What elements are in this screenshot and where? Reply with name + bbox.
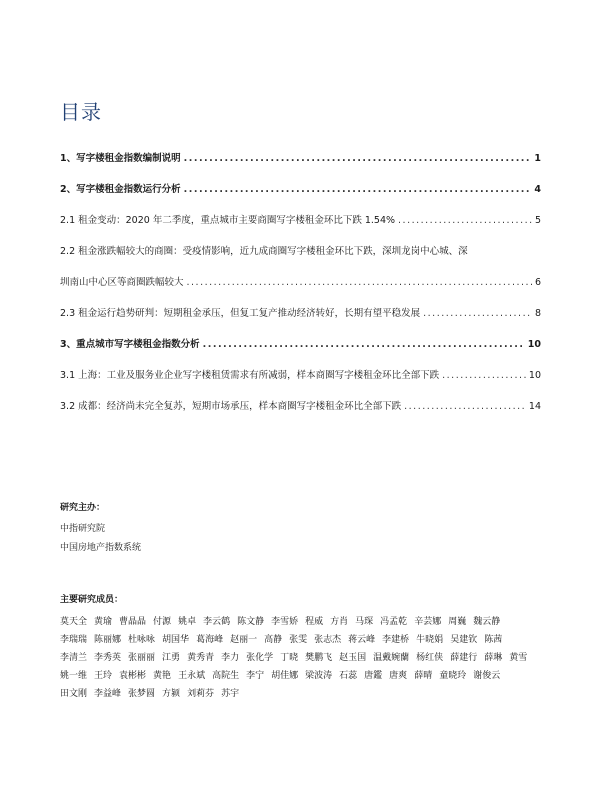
- member-name: 张化学: [246, 653, 274, 663]
- member-name: 李云鹤: [203, 617, 231, 627]
- member-name: 黄艳: [153, 671, 172, 681]
- toc-entry-2-1[interactable]: [60, 214, 541, 228]
- member-name: 姚卓: [178, 617, 197, 627]
- member-name: 周巍: [448, 617, 467, 627]
- toc-leader-dots: [203, 338, 525, 352]
- toc-page-number: 8: [534, 308, 541, 319]
- toc-entry-3[interactable]: [60, 338, 541, 352]
- member-name: 唐爽: [389, 671, 408, 681]
- research-host-item: 中国房地产指数系统: [60, 543, 142, 553]
- research-members-list: [60, 613, 541, 703]
- toc-entry-text: 2.3 租金运行趋势研判：短期租金承压，但复工复产推动经济转好，长期有望平稳发展: [60, 308, 421, 319]
- member-name: 李雪娇: [271, 617, 299, 627]
- member-name: 袁彬彬: [119, 671, 147, 681]
- toc-leader-dots: [404, 400, 526, 414]
- member-name: 王永斌: [178, 671, 206, 681]
- member-name: 黄瑜: [94, 617, 113, 627]
- member-name: 蒋云峰: [348, 635, 376, 645]
- member-name: 陈文静: [237, 617, 265, 627]
- member-name: 程威: [305, 617, 324, 627]
- member-name: 樊鹏飞: [305, 653, 333, 663]
- member-name: 陈丽娜: [94, 635, 122, 645]
- research-members-block: [60, 592, 541, 703]
- member-name: 莫天全: [60, 617, 88, 627]
- member-name: 姚一维: [60, 671, 88, 681]
- member-name: 张梦圆: [128, 689, 156, 699]
- toc-page-number: 10: [528, 370, 541, 381]
- toc-entry-text: 3、重点城市写字楼租金指数分析: [60, 339, 200, 350]
- toc-entry-text: 3.2 成都：经济尚未完全复苏，短期市场承压，样本商圈写字楼租金环比全部下跌: [60, 401, 402, 412]
- member-name: 温戴婉蘭: [373, 653, 410, 663]
- toc-page-number: 10: [527, 339, 541, 350]
- member-name: 赵玉国: [339, 653, 367, 663]
- toc-entry-text-line1: 2.2 租金涨跌幅较大的商圈：受疫情影响，近九成商圈写字楼租金环比下跌，深圳龙岗中心城、深: [60, 246, 468, 257]
- member-name: 付源: [153, 617, 172, 627]
- toc-entry-2[interactable]: [60, 183, 541, 197]
- member-name: 葛海峰: [196, 635, 224, 645]
- member-name: 黄秀青: [187, 653, 215, 663]
- member-name: 魏云静: [473, 617, 501, 627]
- member-name: 陈茜: [484, 635, 503, 645]
- toc-entry-2-3[interactable]: [60, 307, 541, 321]
- toc-entry-1[interactable]: [60, 152, 541, 166]
- toc-entry-text: 1、写字楼租金指数编制说明: [60, 153, 181, 164]
- member-name: 李宁: [246, 671, 265, 681]
- member-name: 李瑞瑞: [60, 635, 88, 645]
- research-host-heading: 研究主办：: [60, 503, 106, 513]
- member-name: 李清兰: [60, 653, 88, 663]
- member-name: 谢俊云: [473, 671, 501, 681]
- toc-leader-dots: [184, 152, 532, 166]
- member-name: 薛建行: [450, 653, 478, 663]
- member-name: 刘莉芬: [187, 689, 215, 699]
- member-name: 李益峰: [94, 689, 122, 699]
- member-name: 赵丽一: [230, 635, 258, 645]
- member-name: 冯孟乾: [380, 617, 408, 627]
- toc-entry-2-2[interactable]: [60, 245, 541, 290]
- member-name: 胡佳娜: [271, 671, 299, 681]
- toc-page-number: 1: [534, 153, 541, 164]
- toc-leader-dots: [423, 307, 532, 321]
- member-name: 丁晓: [280, 653, 299, 663]
- member-name: 马琛: [355, 617, 374, 627]
- member-name: 田文刚: [60, 689, 88, 699]
- toc-page-number: 5: [534, 215, 541, 226]
- page-title: 目录: [60, 100, 102, 124]
- research-host-block: [60, 500, 541, 559]
- member-name: 牛晓娟: [416, 635, 444, 645]
- toc-entry-text: 2、写字楼租金指数运行分析: [60, 184, 181, 195]
- member-name: 方颍: [162, 689, 181, 699]
- member-name: 李建桥: [382, 635, 410, 645]
- research-host-item: 中指研究院: [60, 524, 106, 534]
- member-name: 李力: [221, 653, 240, 663]
- toc-entry-text: 2.1 租金变动：2020 年二季度，重点城市主要商圈写字楼租金环比下跌 1.54%: [60, 215, 396, 226]
- research-members-heading: 主要研究成员：: [60, 595, 124, 605]
- member-name: 方肖: [330, 617, 349, 627]
- member-name: 吴建钦: [450, 635, 478, 645]
- member-name: 张雯: [289, 635, 308, 645]
- member-name: 张志杰: [314, 635, 342, 645]
- toc-leader-dots: [442, 369, 526, 383]
- member-name: 高静: [264, 635, 283, 645]
- toc-page-number: 4: [534, 184, 541, 195]
- toc-leader-dots: [184, 183, 532, 197]
- toc-entry-3-1[interactable]: [60, 369, 541, 383]
- toc-leader-dots: [398, 214, 532, 228]
- toc-leader-dots: [187, 276, 532, 290]
- member-name: 石蕊: [339, 671, 358, 681]
- member-name: 苏宇: [221, 689, 240, 699]
- toc-entry-3-2[interactable]: [60, 400, 541, 414]
- member-name: 杜咏咏: [128, 635, 156, 645]
- member-name: 胡国华: [162, 635, 190, 645]
- member-name: 曹晶晶: [119, 617, 147, 627]
- member-name: 唐鑑: [364, 671, 383, 681]
- member-name: 薛琳: [484, 653, 503, 663]
- member-name: 王玲: [94, 671, 113, 681]
- member-name: 高院生: [212, 671, 240, 681]
- member-name: 黄雪: [509, 653, 528, 663]
- toc-page-number: 6: [534, 277, 541, 288]
- member-name: 张丽丽: [128, 653, 156, 663]
- toc-entry-text-line2: 圳南山中心区等商圈跌幅较大: [60, 277, 184, 288]
- member-name: 童晓玲: [439, 671, 467, 681]
- toc-page-number: 14: [528, 401, 541, 412]
- member-name: 李秀英: [94, 653, 122, 663]
- table-of-contents: [60, 140, 541, 414]
- member-name: 江勇: [162, 653, 181, 663]
- member-name: 薛晴: [414, 671, 433, 681]
- member-name: 辛芸娜: [414, 617, 442, 627]
- toc-entry-text: 3.1 上海：工业及服务业企业写字楼租赁需求有所减弱，样本商圈写字楼租金环比全部下跌: [60, 370, 440, 381]
- member-name: 梁波涛: [305, 671, 333, 681]
- member-name: 杨红侠: [416, 653, 444, 663]
